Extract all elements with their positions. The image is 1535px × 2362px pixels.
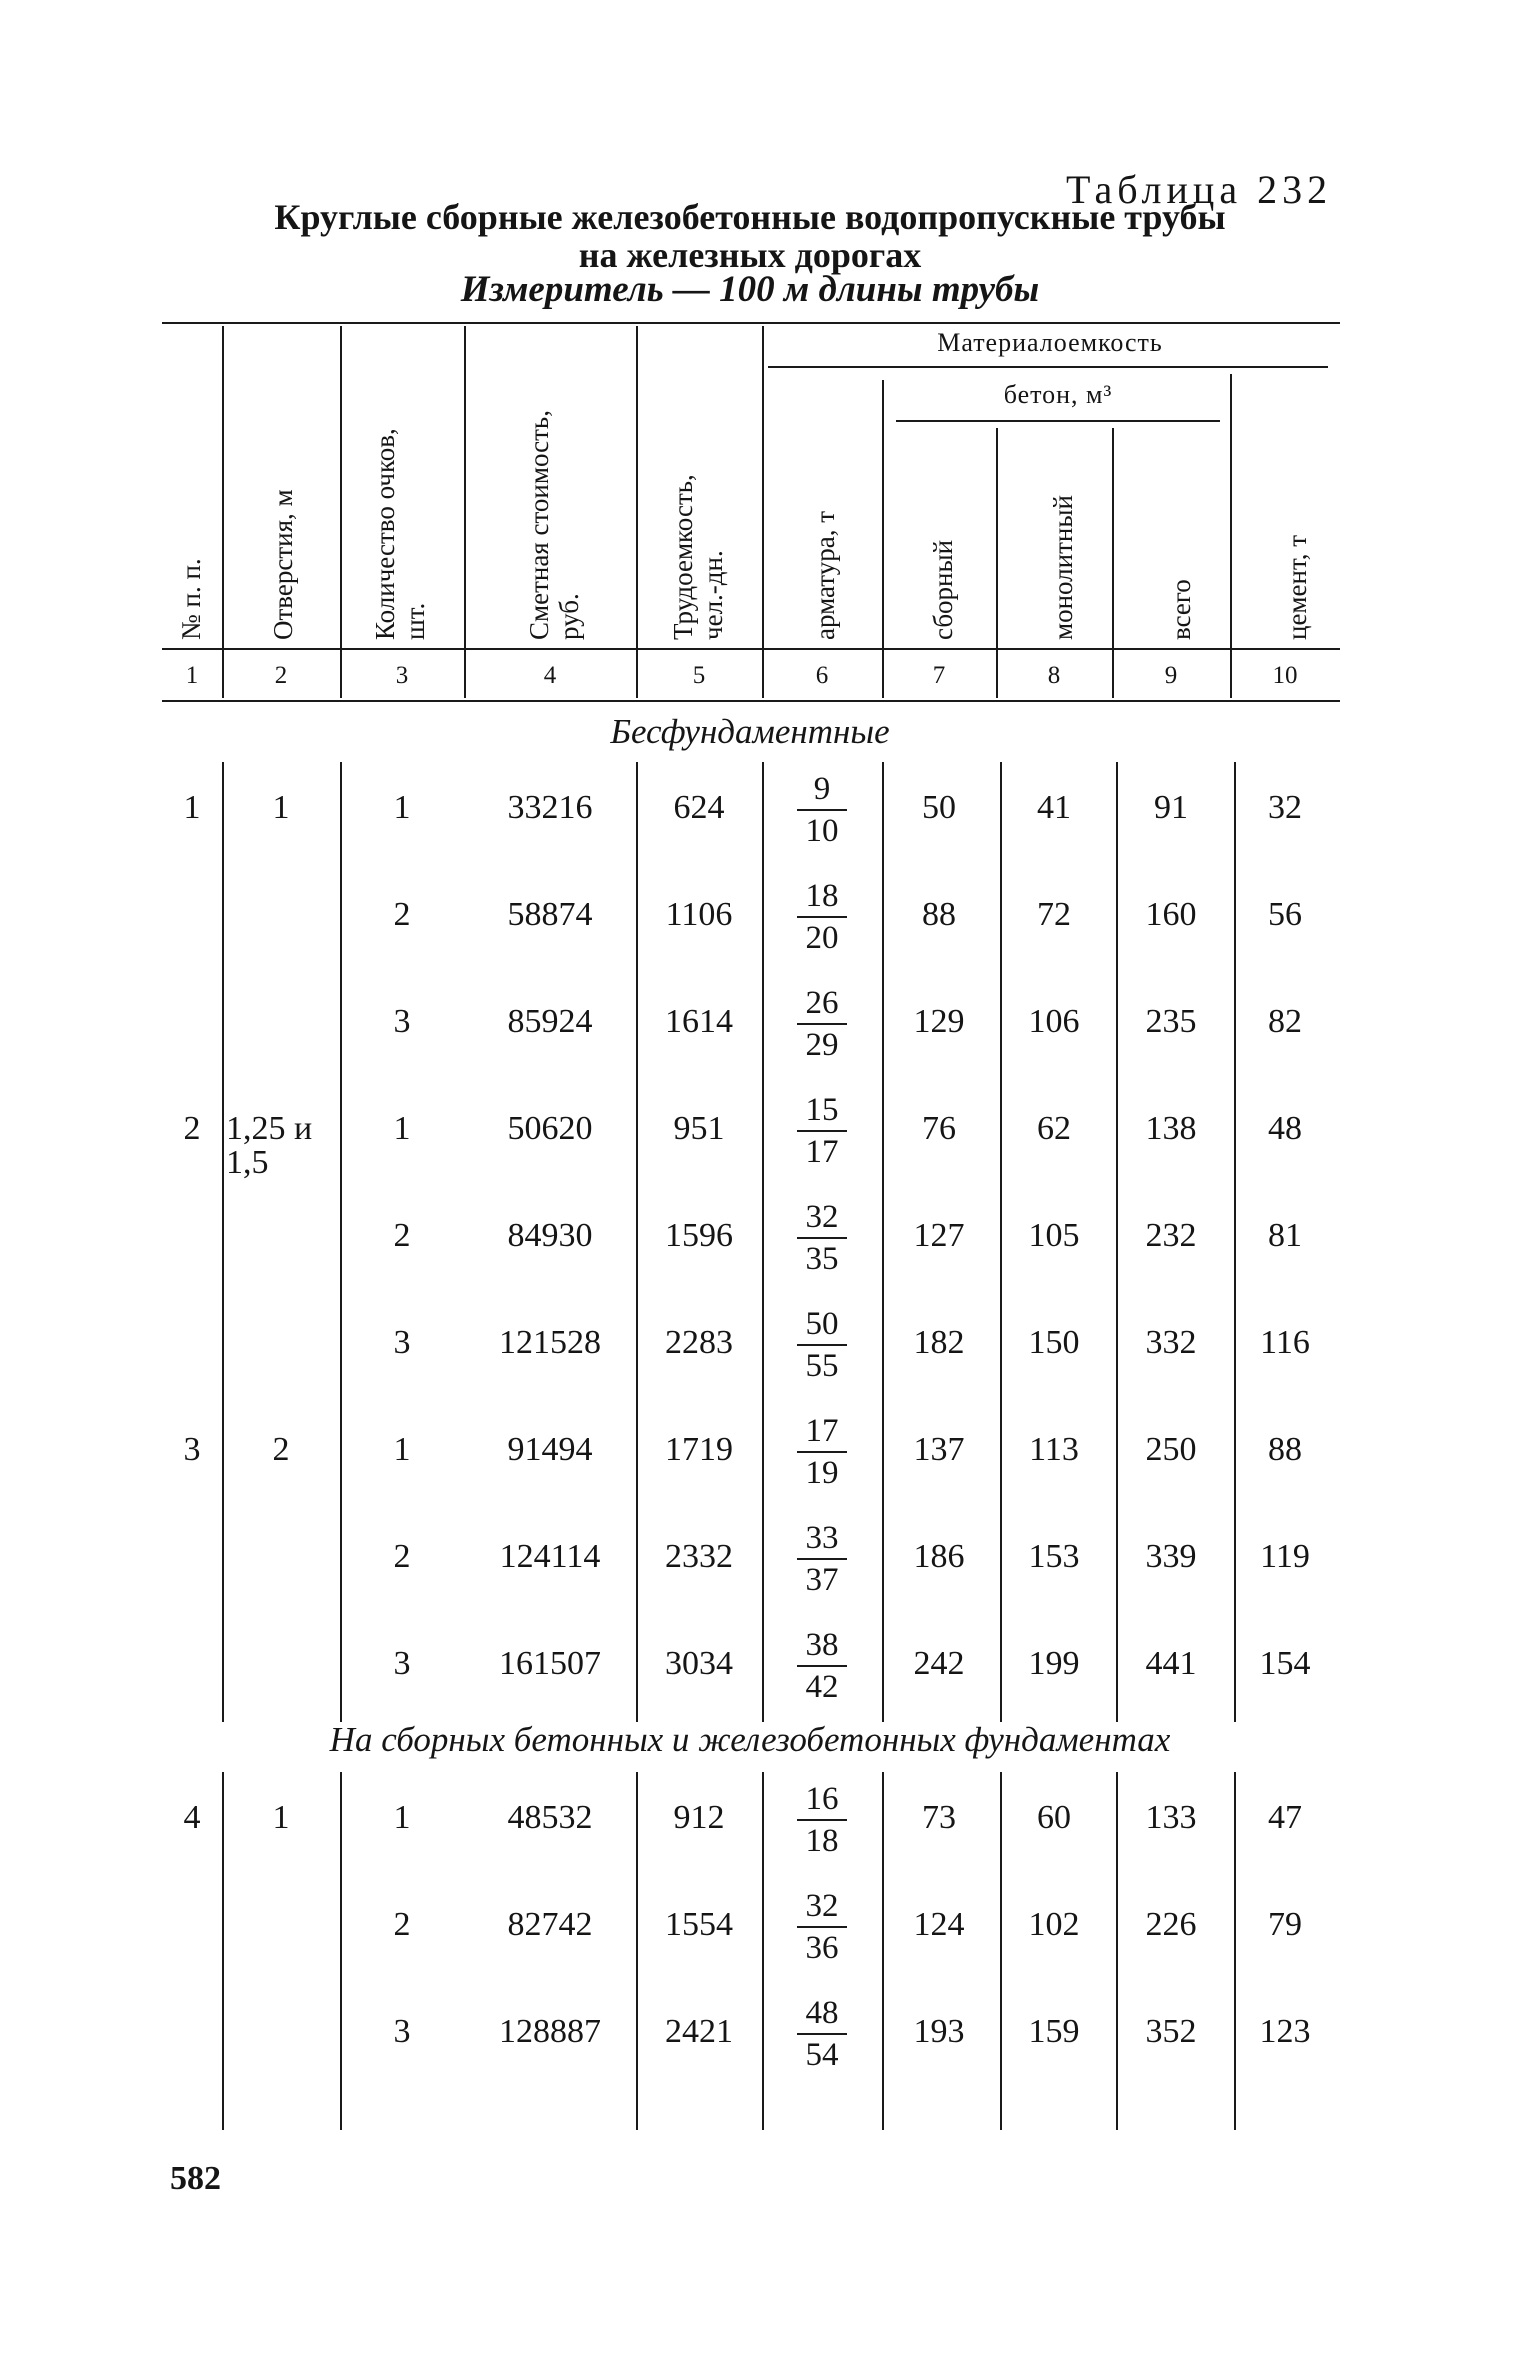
cell-labor: 912 [673,1799,725,1836]
cell-cost: 33216 [507,789,593,826]
cell-cement: 81 [1268,1217,1302,1254]
column-number: 2 [274,662,288,689]
cell-cement: 79 [1268,1906,1302,1943]
rebar-denominator: 18 [805,1823,839,1859]
cell-total: 133 [1145,1799,1197,1836]
header-divider-7 [996,428,998,698]
cell-no: 4 [183,1799,201,1836]
header-divider-1 [222,326,224,698]
rebar-numerator: 17 [797,1413,847,1453]
cell-total: 332 [1145,1324,1197,1361]
cell-cost: 161507 [499,1645,601,1682]
cell-monolith: 41 [1037,789,1071,826]
cell-count: 1 [393,1799,411,1836]
section-title: Бесфундаментные [610,712,890,751]
rebar-fraction [791,1888,853,1966]
cell-monolith: 159 [1028,2013,1080,2050]
cell-labor: 1614 [665,1003,733,1040]
column-header-cost: Сметная стоимость, руб. [524,410,584,640]
concrete-subgroup-header: бетон, м³ [1003,380,1113,409]
cell-cement: 88 [1268,1431,1302,1468]
cell-prefab: 76 [922,1110,956,1147]
header-divider-2 [340,326,342,698]
cell-count: 1 [393,789,411,826]
cell-prefab: 193 [913,2013,965,2050]
rebar-denominator: 10 [805,813,839,849]
header-divider-5 [762,326,764,698]
rebar-numerator: 38 [797,1627,847,1667]
cell-cement: 47 [1268,1799,1302,1836]
rebar-numerator: 32 [797,1888,847,1928]
column-number: 8 [1047,662,1061,689]
cell-cost: 128887 [499,2013,601,2050]
cell-monolith: 113 [1029,1431,1079,1468]
cell-prefab: 73 [922,1799,956,1836]
cell-cement: 56 [1268,896,1302,933]
column-header-count: Количество очков, шт. [370,428,430,640]
rebar-numerator: 15 [797,1092,847,1132]
section-title: На сборных бетонных и железобетонных фундаментах [329,1720,1171,1759]
cell-cement: 116 [1260,1324,1310,1361]
cell-cement: 32 [1268,789,1302,826]
cell-opening: 1 [272,789,290,826]
column-divider [762,762,764,1722]
column-header-rebar: арматура, т [810,511,840,640]
rebar-denominator: 37 [805,1562,839,1598]
cell-prefab: 127 [913,1217,965,1254]
column-number: 5 [692,662,706,689]
cell-labor: 1554 [665,1906,733,1943]
cell-total: 235 [1145,1003,1197,1040]
rebar-denominator: 29 [805,1027,839,1063]
cell-monolith: 199 [1028,1645,1080,1682]
rebar-fraction [791,985,853,1063]
cell-labor: 2332 [665,1538,733,1575]
rebar-denominator: 20 [805,920,839,956]
cell-labor: 2283 [665,1324,733,1361]
rebar-numerator: 18 [797,878,847,918]
column-number: 1 [185,662,199,689]
header-divider-9 [1230,374,1232,698]
cell-cement: 123 [1259,2013,1311,2050]
cell-labor: 624 [673,789,725,826]
cell-cost: 50620 [507,1110,593,1147]
cell-monolith: 150 [1028,1324,1080,1361]
cell-cost: 48532 [507,1799,593,1836]
cell-count: 2 [393,1906,411,1943]
column-number: 7 [932,662,946,689]
materials-group-header: Материалоемкость [937,328,1163,357]
table-number: Таблица 232 [1066,167,1333,212]
rebar-fraction [791,1627,853,1705]
cell-monolith: 102 [1028,1906,1080,1943]
cell-no: 3 [183,1431,201,1468]
cell-monolith: 62 [1037,1110,1071,1147]
rebar-fraction [791,1413,853,1491]
column-header-total: всего [1166,579,1196,640]
cell-opening-continued: 1,5 [226,1144,269,1181]
cell-cost: 85924 [507,1003,593,1040]
cell-prefab: 88 [922,896,956,933]
cell-prefab: 50 [922,789,956,826]
cell-count: 3 [393,2013,411,2050]
rebar-denominator: 54 [805,2037,839,2073]
cell-total: 339 [1145,1538,1197,1575]
cell-prefab: 137 [913,1431,965,1468]
page-number: 582 [170,2160,221,2197]
cell-prefab: 242 [913,1645,965,1682]
cell-total: 138 [1145,1110,1197,1147]
cell-count: 2 [393,1217,411,1254]
rebar-fraction [791,878,853,956]
cell-no: 2 [183,1110,201,1147]
column-number: 9 [1164,662,1178,689]
cell-cost: 82742 [507,1906,593,1943]
cell-labor: 1719 [665,1431,733,1468]
rebar-fraction [791,1306,853,1384]
rebar-fraction [791,1781,853,1859]
cell-cost: 91494 [507,1431,593,1468]
table-title: Круглые сборные железобетонные водопропускные трубы [274,197,1226,237]
cell-total: 250 [1145,1431,1197,1468]
cell-count: 3 [393,1645,411,1682]
cell-count: 1 [393,1110,411,1147]
column-number: 10 [1272,662,1298,689]
cell-cost: 124114 [499,1538,601,1575]
header-divider-6 [882,380,884,698]
cell-labor: 2421 [665,2013,733,2050]
cell-cost: 84930 [507,1217,593,1254]
rebar-numerator: 33 [797,1520,847,1560]
header-divider-3 [464,326,466,698]
cell-total: 232 [1145,1217,1197,1254]
column-number: 4 [543,662,557,689]
rebar-numerator: 32 [797,1199,847,1239]
cell-labor: 951 [673,1110,725,1147]
cell-labor: 3034 [665,1645,733,1682]
cell-cement: 154 [1259,1645,1311,1682]
cell-total: 441 [1145,1645,1197,1682]
rebar-numerator: 48 [797,1995,847,2035]
column-header-opening: Отверстия, м [268,489,298,640]
rebar-fraction [791,1092,853,1170]
header-divider-8 [1112,428,1114,698]
cell-count: 2 [393,1538,411,1575]
cell-opening: 1 [272,1799,290,1836]
cell-cement: 119 [1260,1538,1310,1575]
cell-labor: 1596 [665,1217,733,1254]
rebar-numerator: 26 [797,985,847,1025]
rebar-fraction [791,1199,853,1277]
rebar-denominator: 42 [805,1669,839,1705]
header-divider-4 [636,326,638,698]
rebar-denominator: 35 [805,1241,839,1277]
rebar-fraction [791,1520,853,1598]
cell-count: 1 [393,1431,411,1468]
cell-total: 160 [1145,896,1197,933]
cell-total: 352 [1145,2013,1197,2050]
rebar-numerator: 50 [797,1306,847,1346]
cell-prefab: 129 [913,1003,965,1040]
column-header-cement: цемент, т [1282,534,1312,640]
column-header-number: № п. п. [176,558,206,640]
header-top-rule [162,322,1340,324]
measurement-unit: Измеритель — 100 м длины трубы [460,269,1040,310]
cell-count: 3 [393,1003,411,1040]
cell-monolith: 105 [1028,1217,1080,1254]
cell-total: 226 [1145,1906,1197,1943]
column-divider [762,1772,764,2130]
cell-count: 2 [393,896,411,933]
column-numbers-rule [162,700,1340,702]
rebar-numerator: 16 [797,1781,847,1821]
rebar-fraction [791,771,853,849]
cell-opening: 2 [272,1431,290,1468]
cell-prefab: 124 [913,1906,965,1943]
table-title-continued: на железных дорогах [578,235,922,275]
rebar-denominator: 36 [805,1930,839,1966]
cell-cement: 48 [1268,1110,1302,1147]
rebar-denominator: 17 [805,1134,839,1170]
cell-no: 1 [183,789,201,826]
header-bottom-rule [162,648,1340,650]
column-divider [222,762,224,1722]
cell-cost: 58874 [507,896,593,933]
column-number: 6 [815,662,829,689]
cell-count: 3 [393,1324,411,1361]
cell-total: 91 [1154,789,1188,826]
column-header-prefab: сборный [928,539,958,640]
column-header-labor: Трудоемкость, чел.-дн. [668,474,728,640]
rebar-denominator: 19 [805,1455,839,1491]
cell-opening: 1,25 и [226,1110,313,1147]
rebar-numerator: 9 [797,771,847,811]
rebar-denominator: 55 [805,1348,839,1384]
column-header-monolith: монолитный [1048,495,1078,640]
cell-labor: 1106 [665,896,733,933]
cell-monolith: 153 [1028,1538,1080,1575]
cell-monolith: 60 [1037,1799,1071,1836]
cell-prefab: 186 [913,1538,965,1575]
cell-monolith: 106 [1028,1003,1080,1040]
cell-prefab: 182 [913,1324,965,1361]
cell-monolith: 72 [1037,896,1071,933]
column-number: 3 [395,662,409,689]
rebar-fraction [791,1995,853,2073]
cell-cement: 82 [1268,1003,1302,1040]
cell-cost: 121528 [499,1324,601,1361]
